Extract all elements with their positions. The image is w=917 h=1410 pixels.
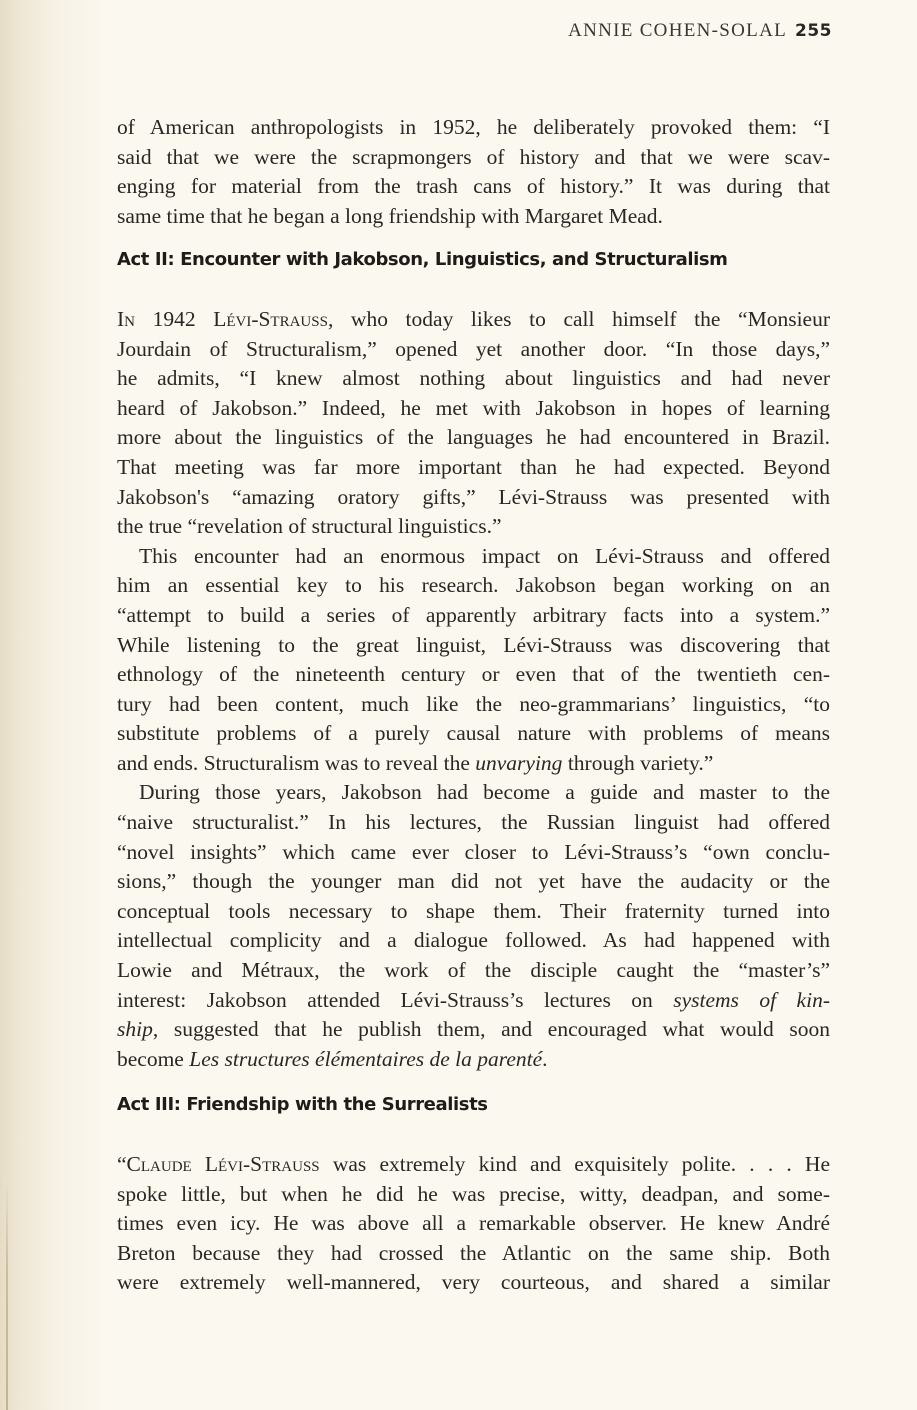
text-line: During those years, Jakobson had become a guide and master to the	[139, 780, 830, 805]
text-line: times even icy. He was above all a remarkable observer. He knew André	[117, 1211, 830, 1236]
text-line: Lowie and Métraux, the work of the disciple caught the “master’s”	[117, 958, 830, 983]
emphasis: ship	[117, 1017, 153, 1042]
text-line: the true “revelation of structural linguistics.”	[117, 514, 502, 539]
act2-paragraph-1	[117, 305, 830, 542]
text-line: enging for material from the trash cans of history.” It was during that	[117, 174, 830, 199]
binding-edge	[6, 1180, 8, 1410]
text-line: heard of Jakobson.” Indeed, he met with Jakobson in hopes of learning	[117, 395, 830, 420]
running-head	[568, 20, 832, 42]
section-heading-act-2: Act II: Encounter with Jakobson, Linguistics, and Structuralism	[117, 249, 728, 271]
text-line: In 1942 Lévi-Strauss, who today likes to call himself the “Monsieur	[117, 306, 830, 331]
text-line: more about the linguistics of the languages he had encountered in Brazil.	[117, 425, 830, 450]
running-head-author: ANNIE COHEN-SOLAL	[568, 20, 787, 41]
text-line: substitute problems of a purely causal nature with problems of means	[117, 721, 830, 746]
text-line: This encounter had an enormous impact on Lévi-Strauss and offered	[139, 543, 830, 568]
text-line: “novel insights” which came ever closer to Lévi-Strauss’s “own conclu-	[117, 839, 830, 864]
page-body	[117, 113, 830, 1298]
text-line: were extremely well-mannered, very courteous, and shared a similar	[117, 1270, 830, 1295]
text-line: same time that he began a long friendship with Margaret Mead.	[117, 203, 663, 228]
text-line: said that we were the scrapmongers of history and that we were scav-	[117, 144, 830, 169]
text-line: “naive structuralist.” In his lectures, the Russian linguist had offered	[117, 810, 830, 835]
text-line: interest: Jakobson attended Lévi-Strauss’s lectures on systems of kin-	[117, 987, 830, 1012]
text-line: ethnology of the nineteenth century or even that of the twentieth cen-	[117, 662, 830, 687]
text-line: of American anthropologists in 1952, he deliberately provoked them: “I	[117, 115, 830, 139]
page-gutter-shadow	[0, 0, 110, 1410]
text-line: become Les structures élémentaires de la parenté.	[117, 1046, 548, 1071]
text-line: While listening to the great linguist, Lévi-Strauss was discovering that	[117, 632, 830, 657]
section-heading-act-3: Act III: Friendship with the Surrealists	[117, 1094, 488, 1116]
text-line: Jourdain of Structuralism,” opened yet another door. “In those days,”	[117, 336, 830, 361]
text-line: “attempt to build a series of apparently arbitrary facts into a system.”	[117, 602, 830, 627]
intro-paragraph	[117, 113, 830, 231]
text-line: conceptual tools necessary to shape them. Their fraternity turned into	[117, 898, 830, 923]
text-line: tury had been content, much like the neo-grammarians’ linguistics, “to	[117, 691, 830, 716]
text-line: intellectual complicity and a dialogue followed. As had happened with	[117, 928, 830, 953]
text-line: ship, suggested that he publish them, and encouraged what would soon	[117, 1017, 830, 1042]
page-number: 255	[795, 21, 832, 41]
act2-paragraph-3	[117, 778, 830, 1074]
text-line: That meeting was far more important than he had expected. Beyond	[117, 454, 830, 479]
text-line: sions,” though the younger man did not yet have the audacity or the	[117, 869, 830, 894]
book-title: Les structures élémentaires de la parenté	[189, 1046, 543, 1071]
text-line: “Claude Lévi-Strauss was extremely kind and exquisitely polite. . . . He	[117, 1152, 830, 1176]
text-line: Jakobson's “amazing oratory gifts,” Lévi-Strauss was presented with	[117, 484, 830, 509]
emphasis: systems of kin-	[673, 987, 830, 1012]
text-line: and ends. Structuralism was to reveal the unvarying through variety.”	[117, 750, 714, 775]
smallcaps-lead: Claude Lévi-Strauss	[126, 1152, 320, 1176]
text-line: he admits, “I knew almost nothing about linguistics and had never	[117, 366, 830, 391]
act3-paragraph-1	[117, 1150, 830, 1298]
emphasis: unvarying	[475, 750, 563, 775]
text-line: spoke little, but when he did he was precise, witty, deadpan, and some-	[117, 1181, 830, 1206]
text-line: him an essential key to his research. Jakobson began working on an	[117, 573, 830, 598]
act2-paragraph-2	[117, 542, 830, 779]
text-line: Breton because they had crossed the Atlantic on the same ship. Both	[117, 1240, 830, 1265]
smallcaps-lead: In 1942 Lévi-Strauss	[117, 306, 328, 331]
